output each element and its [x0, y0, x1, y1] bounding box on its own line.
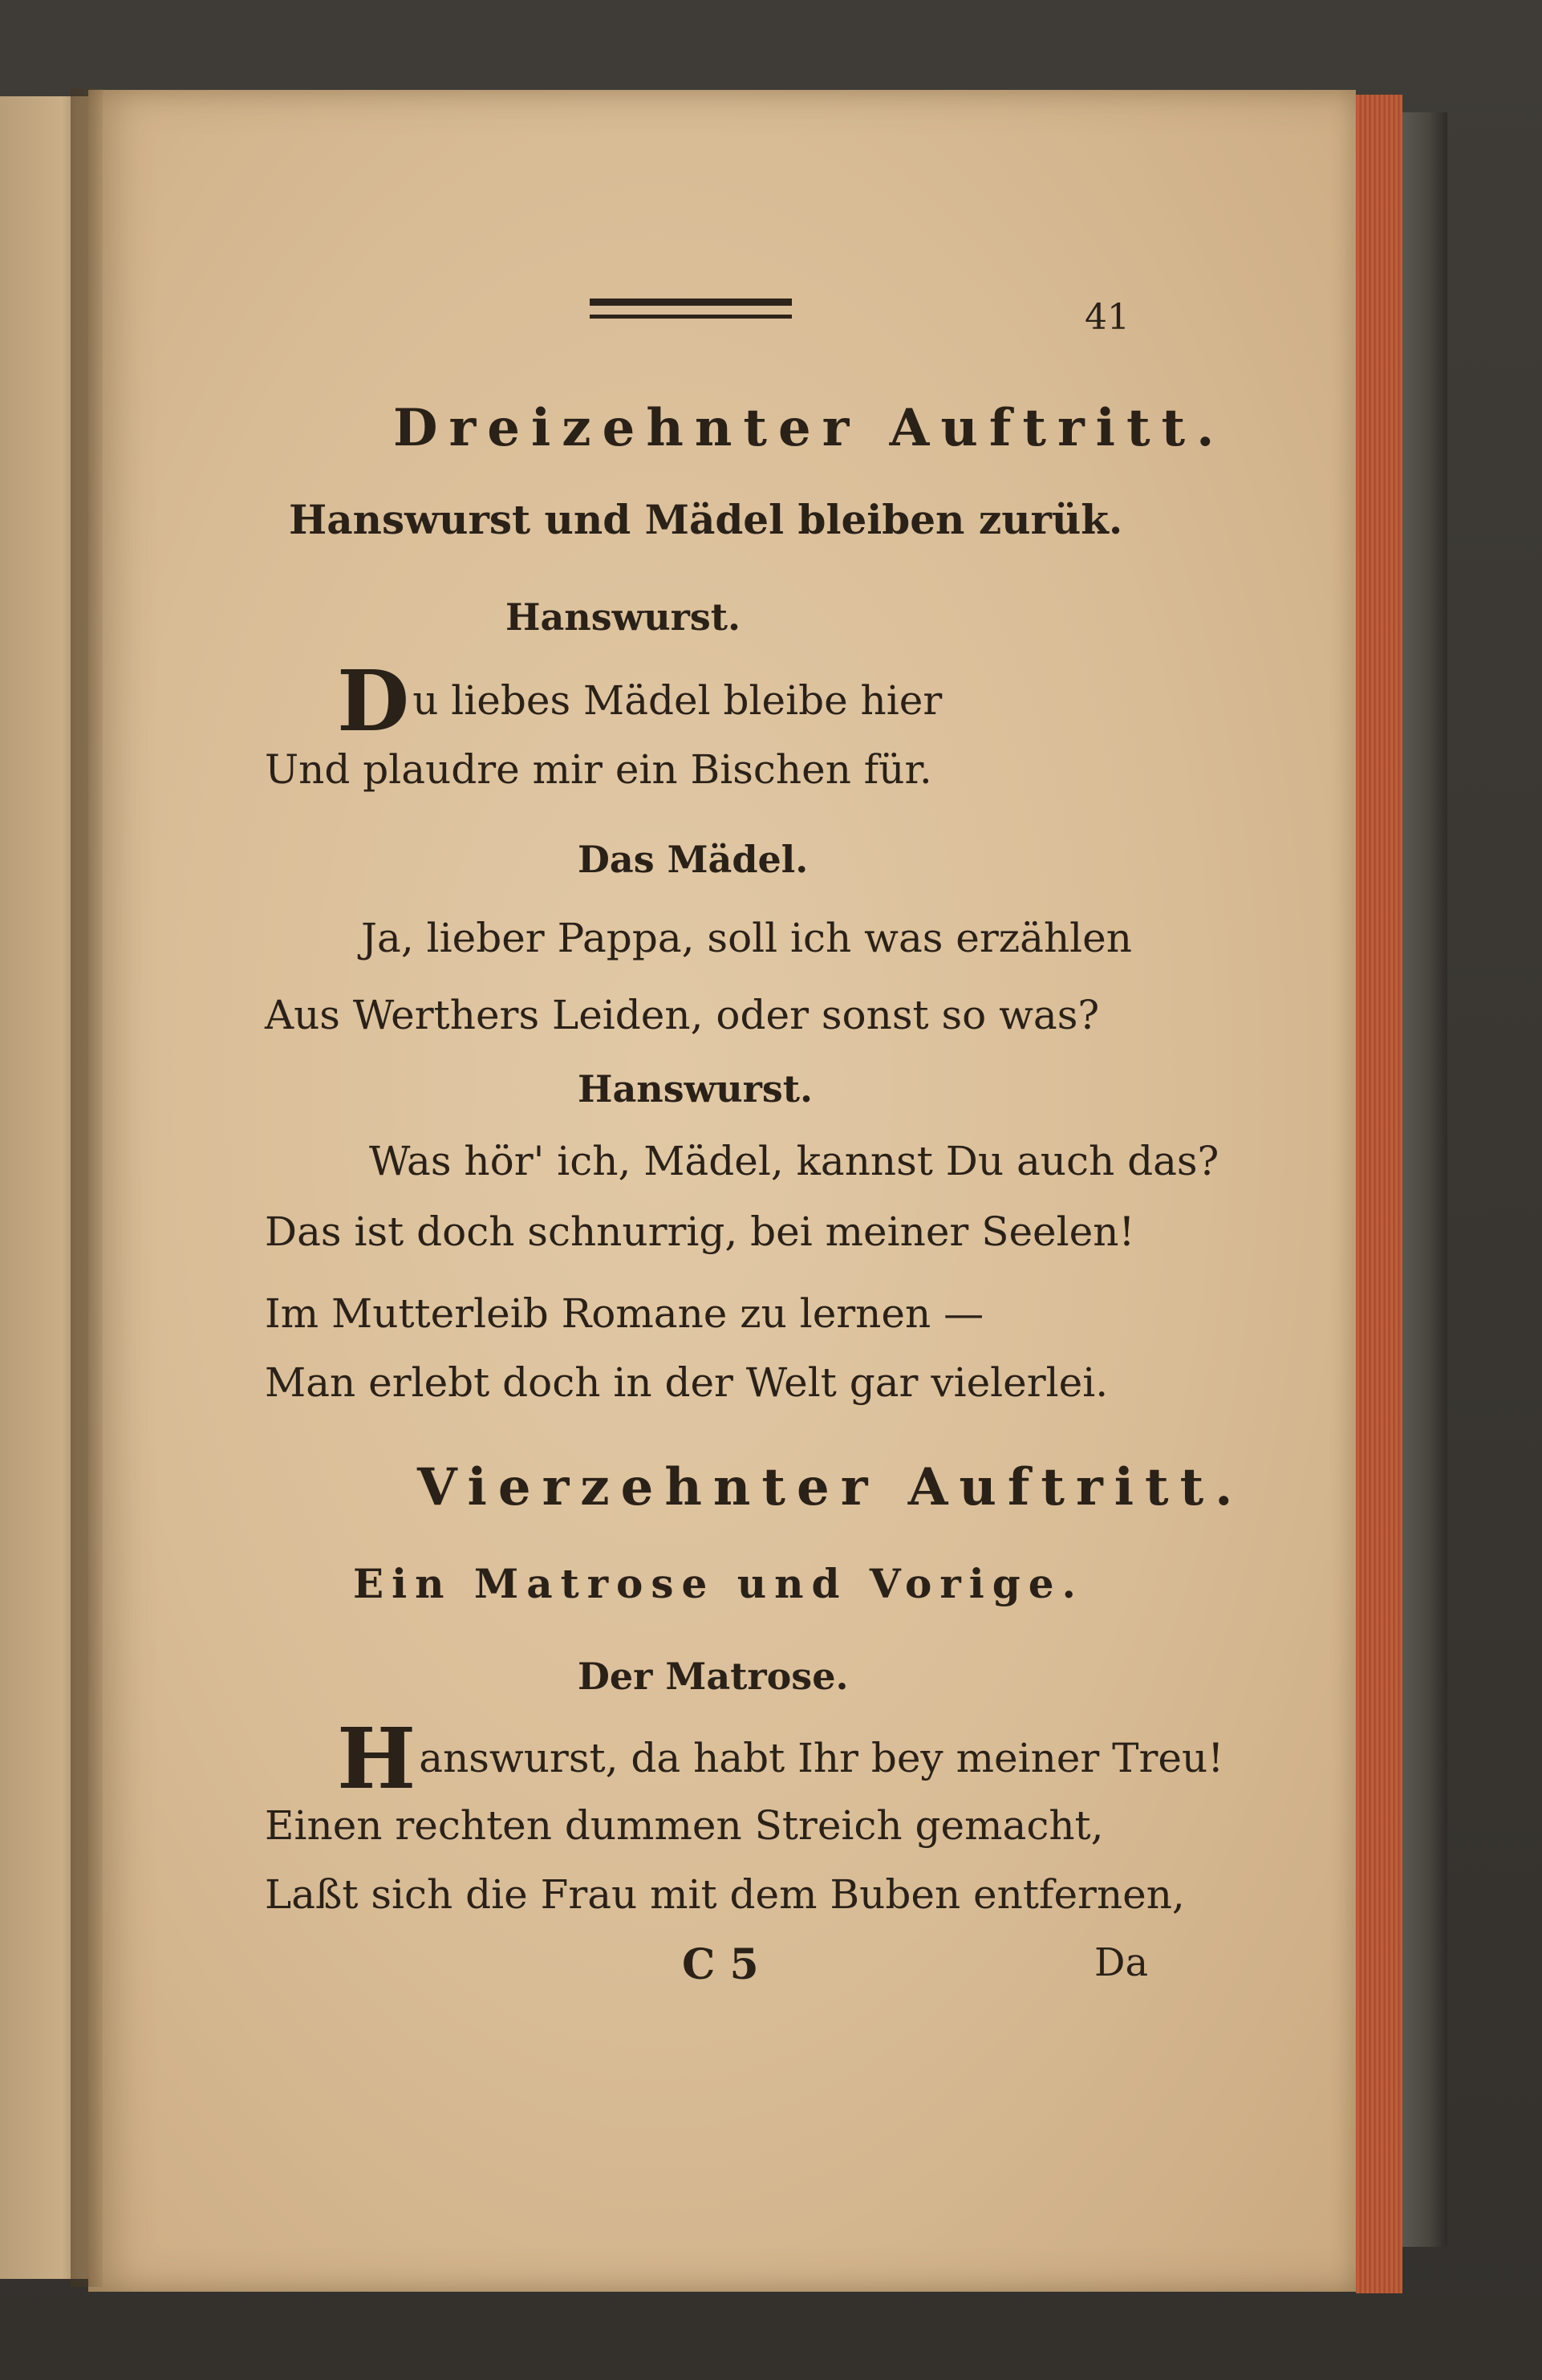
scene-heading: Vierzehnter Auftritt.: [417, 1457, 1244, 1517]
signature-mark: C 5: [682, 1940, 759, 1989]
verse-line-text: answurst, da habt Ihr bey meiner Treu!: [419, 1735, 1224, 1781]
speaker-label: Der Matrose.: [578, 1655, 849, 1698]
scene-heading: Dreizehnter Auftritt.: [393, 398, 1226, 458]
verse-line: Und plaudre mir ein Bischen für.: [265, 746, 932, 793]
speaker-label: Das Mädel.: [578, 838, 809, 881]
verse-line-text: u liebes Mädel bleibe hier: [412, 677, 943, 724]
verse-line: Man erlebt doch in der Welt gar vielerlei.: [265, 1359, 1109, 1406]
verse-line: [337, 652, 943, 750]
verse-line: Was hör' ich, Mädel, kannst Du auch das?: [369, 1138, 1219, 1184]
verse-line: Aus Werthers Leiden, oder sonst so was?: [265, 992, 1100, 1038]
page-edges: [1356, 95, 1402, 2293]
speaker-label: Hanswurst.: [578, 1067, 814, 1111]
verse-line: Im Mutterleib Romane zu lernen —: [265, 1290, 984, 1337]
speaker-label: Hanswurst.: [505, 595, 741, 639]
drop-initial: D: [337, 652, 410, 750]
gutter-shadow: [71, 88, 103, 2287]
header-rule-thin: [590, 315, 792, 319]
book-cover: [1402, 112, 1447, 2247]
verse-line: [337, 1709, 1224, 1808]
drop-initial: H: [337, 1709, 416, 1808]
verse-line: Laßt sich die Frau mit dem Buben entfernen,: [265, 1871, 1185, 1918]
stage-direction: Ein Matrose und Vorige.: [353, 1560, 1084, 1607]
verse-line: Einen rechten dummen Streich gemacht,: [265, 1802, 1104, 1849]
catchword: Da: [1094, 1940, 1149, 1985]
verse-line: Das ist doch schnurrig, bei meiner Seelen!: [265, 1208, 1135, 1255]
verse-line: Ja, lieber Pappa, soll ich was erzählen: [361, 915, 1132, 961]
page-number: 41: [1085, 297, 1130, 338]
header-rule: [590, 299, 792, 306]
stage-direction: Hanswurst und Mädel bleiben zurük.: [289, 496, 1123, 543]
